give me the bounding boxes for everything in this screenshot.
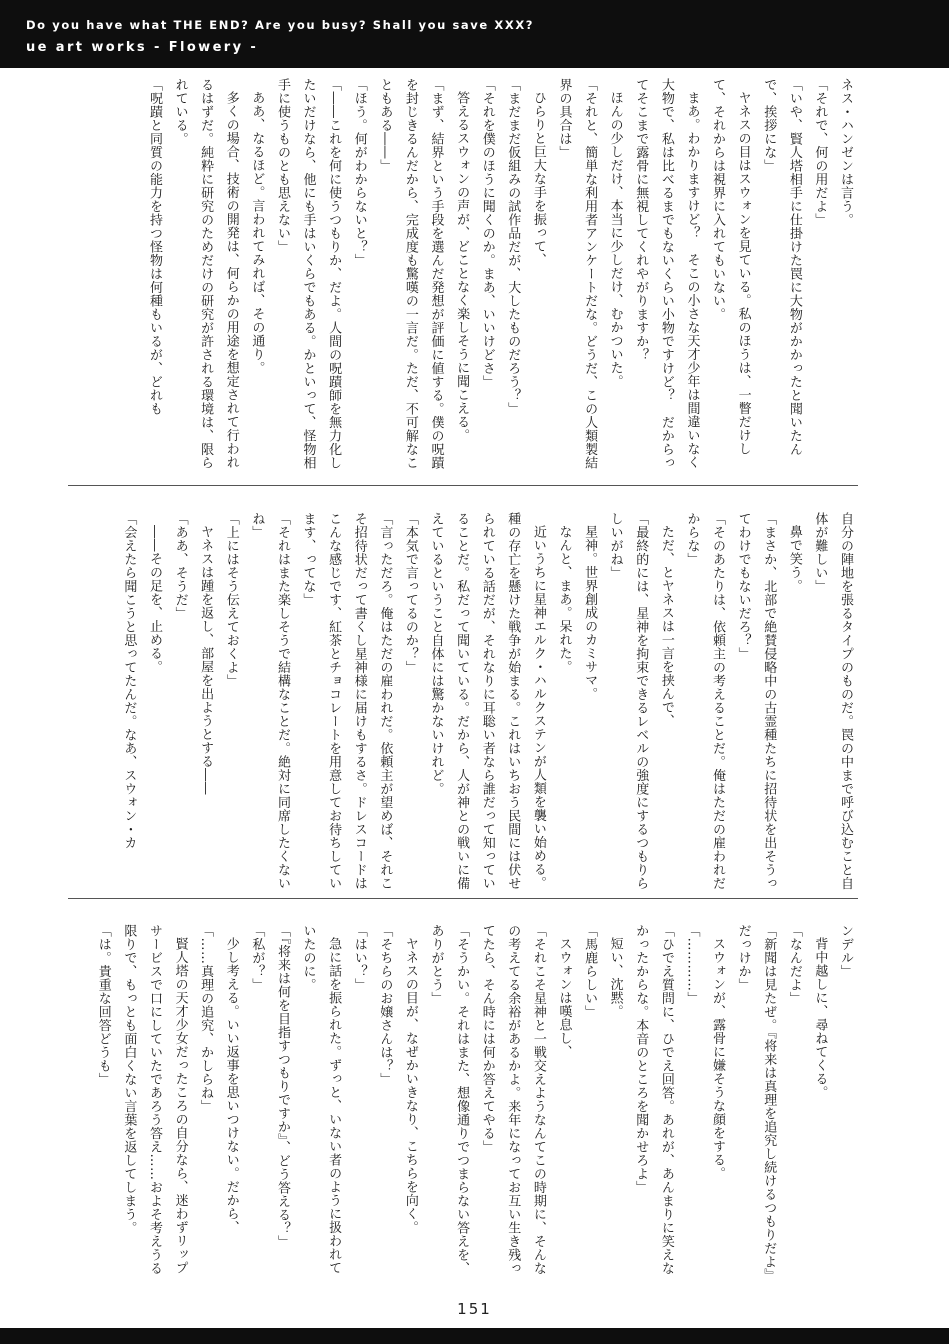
page-footer-bar [0, 1328, 949, 1344]
paragraph: 「上にはそう伝えておくよ」 [223, 512, 239, 688]
paragraph: 「言っただろ。俺はただの雇われだ。依頼主が望めば、それこそ招待状だって書くし星神様に届けもするさ。ドレスコードはこんな感じです、紅茶とチョコレートを用意してお待ちしています、ってな」 [300, 512, 393, 890]
paragraph: ――その足を、止める。 [146, 525, 162, 674]
header-tagline: Do you have what THE END? Are you busy? Shall you save XXX? [26, 18, 535, 32]
paragraph: 「なんだよ」 [786, 924, 802, 1005]
paragraph: ヤネスの目はスウォンを見ている。私のほうは、一瞥だけして、それからは視界に入れてもいない。 [710, 78, 751, 456]
paragraph: 「ほう。何がわからないと？」 [351, 78, 367, 267]
paragraph: 「会えたら聞こうと思ってたんだ。なあ、スウォン・カ [121, 512, 137, 850]
text-section-bottom [68, 924, 858, 1286]
paragraph: ほんの少しだけ、本当に少しだけ、むかついた。 [607, 91, 623, 388]
paragraph: 「それこそ星神と一戦交えようなんてこの時期に、そんなの考えてる余裕があるかよ。来年になってお互い生き残ってたら、そん時には何か答えてやる」 [479, 924, 546, 1275]
paragraph: 「『将来は何を目指すつもりですか』、どう答える？」 [274, 924, 290, 1249]
paragraph: ヤネスの目が、なぜかいきなり、こちらを向く。 [402, 937, 418, 1234]
section-divider [68, 485, 858, 486]
paragraph: 「…………」 [684, 924, 700, 1005]
paragraph: 「それで、何の用だよ」 [812, 78, 828, 227]
paragraph: ただ、とヤネスは一言を挟んで、 [658, 525, 674, 728]
paragraph: 「それを僕のほうに聞くのか。まあ、いいけどさ」 [479, 78, 495, 389]
paragraph: 短い、沈黙。 [607, 937, 623, 1018]
paragraph: ネス・ハンゼンは言う。 [838, 78, 853, 227]
vertical-text-block [68, 924, 858, 1286]
paragraph: 「新聞は見たぜ。『将来は真理を追究し続けるつもりだよ』だっけか」 [735, 924, 777, 1282]
paragraph: 賢人塔の天才少女だったころの自分なら、迷わずリップサービスで口にしていたであろう答え……およそ考えうる限りで、もっとも面白くない言葉を返してしまう。 [121, 924, 188, 1275]
paragraph: 「ああ、そうだ」 [172, 512, 188, 620]
section-divider [68, 898, 858, 899]
paragraph: 「本気で言ってるのか？」 [402, 512, 418, 674]
paragraph: 「そうかい。それはまた、想像通りでつまらない答えを、ありがとう」 [428, 924, 470, 1275]
paragraph: まあ。わかりますけど？ そこの小さな天才少年は間違いなく大物で、私は比べるまでもないくらい小物ですけど？ だからってそこまで露骨に無視してくれやがりますか？ [633, 78, 700, 470]
paragraph: ああ、なるほど。言われてみれば、その通り。 [249, 91, 265, 375]
paragraph: 「呪蹟と同質の能力を持つ怪物は何種もいるが、どれも [146, 78, 162, 416]
page-number: 151 [457, 1300, 492, 1318]
paragraph: 星神。世界創成のカミサマ。 [582, 525, 598, 701]
text-section-top [68, 78, 858, 478]
paragraph: 「いや、賢人塔相手に仕掛けた罠に大物がかかったと聞いたんで、挨拶にな」 [761, 78, 802, 456]
paragraph: 「――これを何に使うつもりか、だよ。人間の呪蹟師を無力化したいだけなら、他にも手はいくらでもある。かといって、怪物相手に使うものとも思えない」 [274, 78, 342, 470]
paragraph: 「は。貴重な回答どうも」 [95, 924, 111, 1086]
paragraph: 「そのあたりは、依頼主の考えることだ。俺はただの雇われだからな」 [684, 512, 726, 890]
paragraph: 鼻で笑う。 [786, 525, 802, 593]
paragraph: 「それはまた楽しそうで結構なことだ。絶対に同席したくないね」 [249, 512, 290, 890]
paragraph: 背中越しに、尋ねてくる。 [812, 937, 828, 1099]
paragraph: 「まだまだ仮組みの試作品だが、大したものだろう？」 [505, 78, 521, 416]
vertical-text-block [68, 512, 858, 890]
paragraph: 「私が？」 [249, 924, 265, 992]
paragraph: 「それと、簡単な利用者アンケートだな。どうだ、この人類製結界の具合は」 [556, 78, 598, 470]
paragraph: 「ひでえ質問に、ひでえ回答。あれが、あんまりに笑えなかったからな。本音のところを聞かせろよ」 [633, 924, 674, 1275]
paragraph: ヤネスは踵を返し、部屋を出ようとする―― [198, 525, 214, 795]
paragraph: 「……真理の追究、かしらね」 [198, 924, 214, 1113]
paragraph: 「まず、結界という手段を選んだ発想が評価に値する。僕の呪蹟を封じきるんだから、完成度も驚嘆の一言だ。ただ、不可解なこともある――」 [377, 78, 444, 470]
vertical-text-block [68, 78, 858, 478]
paragraph: スウォンが、露骨に嫌そうな顔をする。 [710, 937, 726, 1180]
paragraph: 「まさか、北部で絶賛侵略中の古霊種たちに招待状を出そうってわけでもないだろ？」 [735, 512, 777, 890]
paragraph: ンデル」 [838, 924, 853, 978]
page-header [0, 0, 949, 68]
paragraph: ひらりと巨大な手を振って、 [530, 91, 546, 267]
text-section-middle [68, 512, 858, 890]
paragraph: スウォンは嘆息し、 [556, 937, 572, 1059]
header-credit: ue art works - Flowery - [26, 40, 259, 55]
paragraph: 答えるスウォンの声が、どことなく楽しそうに聞こえる。 [454, 91, 470, 442]
paragraph: 少し考える。いい返事を思いつけない。だから、 [223, 937, 239, 1234]
paragraph: 急に話を振られた。ずっと、いない者のように扱われていたのに。 [300, 924, 342, 1275]
paragraph: 「はい？」 [351, 924, 367, 992]
paragraph: 近いうちに星神エルク・ハルクステンが人類を襲い始める。種の存亡を懸けた戦争が始まる。これはいちおう民間には伏せられている話だが、それなりに耳聡い者なら誰だって知っていることだ。私だって聞いている。だから、人が神との戦いに備えているということ自体には驚かないけれど。 [428, 512, 546, 890]
paragraph: 自分の陣地を張るタイプのものだ。罠の中まで呼び込むこと自体が難しい」 [812, 512, 853, 890]
paragraph: 「そちらのお嬢さんは？」 [377, 924, 393, 1086]
paragraph: 多くの場合、技術の開発は、何らかの用途を想定されて行われるはずだ。純粋に研究のためだけの研究が許される環境は、限られている。 [172, 78, 239, 470]
paragraph: 「最終的には、星神を拘束できるレベルの強度にするつもりらしいがね」 [607, 512, 649, 890]
paragraph: 「馬鹿らしい」 [582, 924, 598, 1019]
paragraph: なんと、まあ。呆れた。 [556, 525, 572, 674]
